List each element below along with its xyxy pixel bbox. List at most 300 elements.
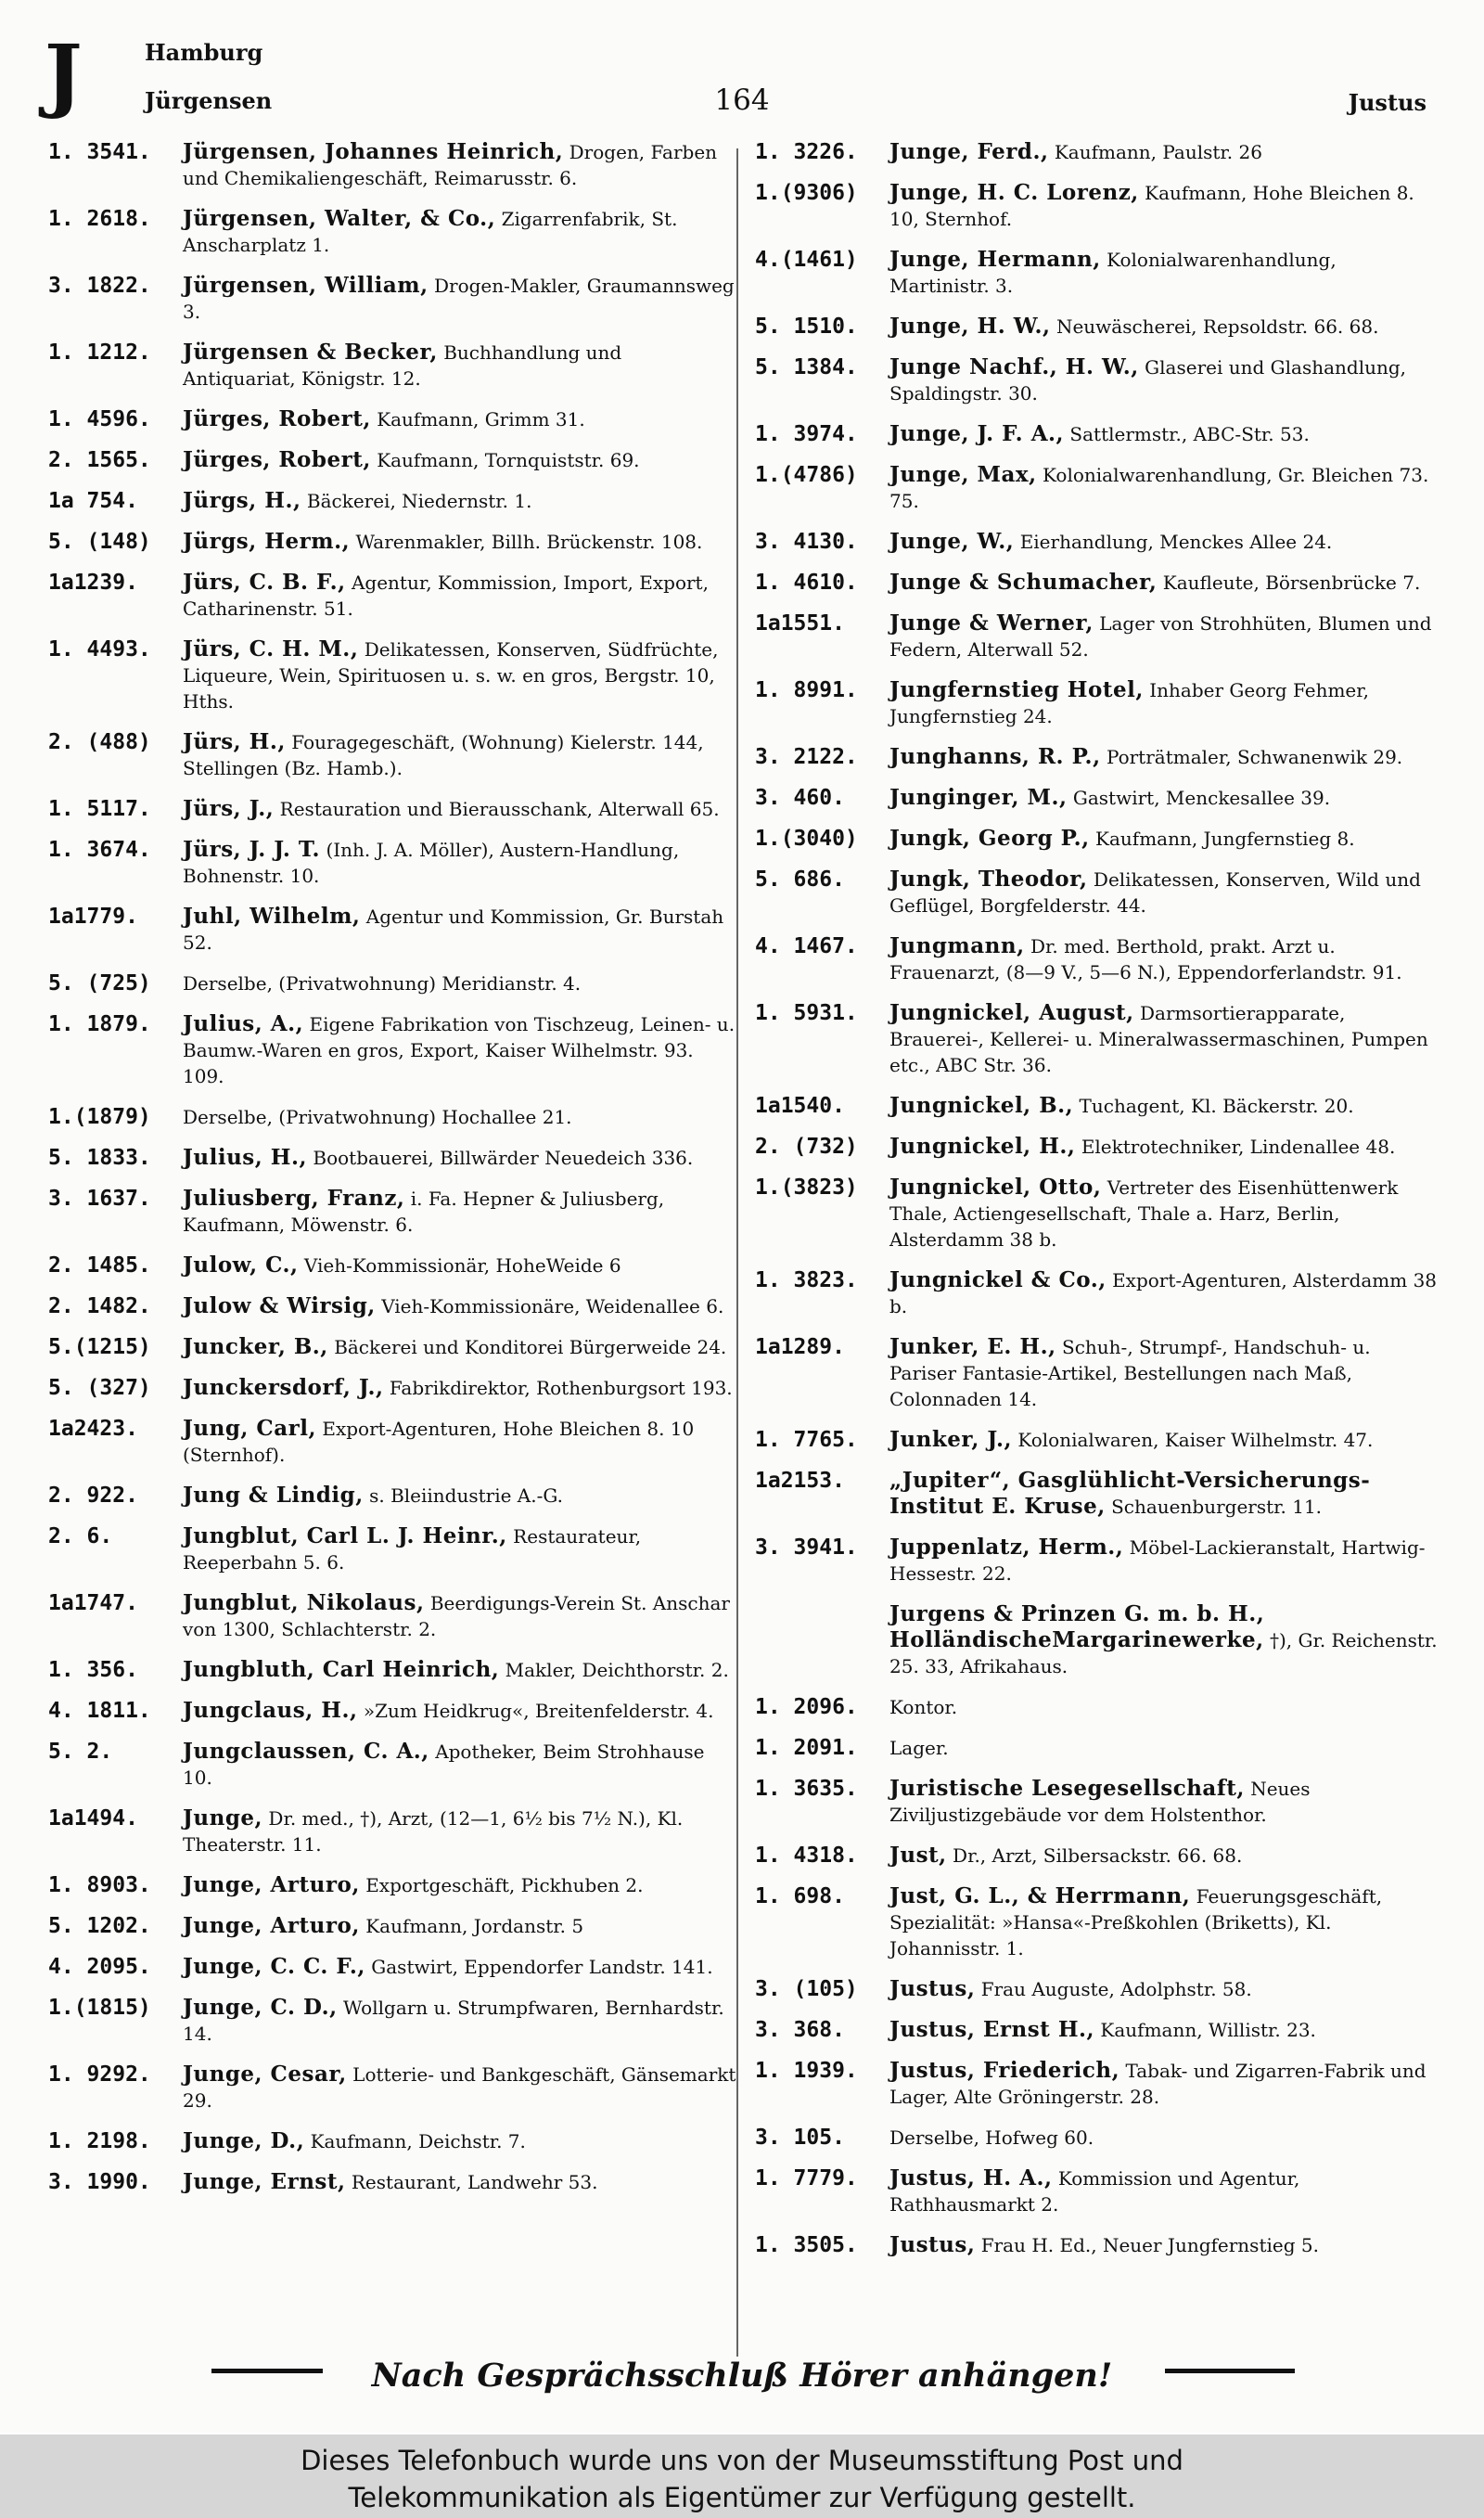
phone-number: 1. 3226. [755, 140, 858, 164]
entry-details: Restauration und Bierausschank, Alterwall 65. [279, 798, 720, 820]
entry-name: Junge & Schumacher, [889, 570, 1158, 595]
entry-details: Darmsortierapparate, Brauerei-, Kellerei- u. Mineralwassermaschinen, Pumpen etc., ABC Str. 36. [889, 1002, 1428, 1076]
directory-entry [48, 570, 738, 622]
phone-number: 1. 2091. [755, 1736, 858, 1760]
entry-details: Frau Auguste, Adolphstr. 58. [980, 1978, 1252, 2000]
entry-details: Derselbe, (Privatwohnung) Meridianstr. 4. [183, 972, 582, 995]
entry-details: Eierhandlung, Menckes Allee 24. [1019, 531, 1333, 553]
directory-entry [755, 826, 1438, 852]
directory-entry [755, 1976, 1438, 2002]
entry-text [889, 529, 1438, 555]
entry-name: Julius, A., [183, 1011, 304, 1036]
entry-name: Jungblut, Carl L. J. Heinr., [183, 1523, 507, 1548]
entry-name: Jungfernstieg Hotel, [889, 677, 1144, 702]
phone-number: 1. 8991. [755, 678, 858, 702]
phone-number: 2. (488) [48, 730, 151, 754]
footer-rule-right [1165, 2369, 1295, 2373]
phone-number: 1. 1212. [48, 340, 151, 365]
entry-text [889, 247, 1438, 299]
phone-number: 3. 4130. [755, 530, 858, 554]
entry-name: Jungmann, [889, 933, 1025, 958]
directory-entry [48, 1913, 738, 1939]
entry-name: „Jupiter“, Gasglühlicht-Versicherungs-Institut E. Kruse, [889, 1468, 1371, 1519]
entry-details: Drogen, Farben und Chemikaliengeschäft, Reimarusstr. 6. [183, 141, 718, 189]
entry-name: Jürgensen, Walter, & Co., [183, 206, 496, 231]
entry-details: Export-Agenturen, Alsterdamm 38 b. [889, 1269, 1438, 1317]
entry-text [889, 354, 1438, 406]
phone-number: 1. 5117. [48, 797, 151, 821]
entry-text [183, 1739, 738, 1791]
entry-details: s. Bleiindustrie A.-G. [369, 1484, 563, 1507]
phone-number: 3. (105) [755, 1977, 858, 2001]
entry-text [889, 1334, 1438, 1412]
entry-details: Restaurateur, Reeperbahn 5. 6. [183, 1525, 642, 1574]
entry-details: Zigarrenfabrik, St. Anscharplatz 1. [183, 208, 678, 256]
phone-number: 1. 2096. [755, 1695, 858, 1719]
phone-number: 5. (725) [48, 971, 151, 996]
entry-text [889, 2017, 1438, 2043]
entry-details: Buchhandlung und Antiquariat, Königstr. 12. [183, 341, 622, 390]
phone-number: 1. 2618. [48, 207, 151, 231]
entry-name: Jürges, Robert, [183, 406, 371, 431]
entry-name: Jungbluth, Carl Heinrich, [183, 1657, 500, 1682]
phone-number: 5. (327) [48, 1376, 151, 1400]
entry-details: Kaufmann, Willistr. 23. [1100, 2019, 1316, 2041]
entry-name: Junge Nachf., H. W., [889, 354, 1139, 379]
phone-number: 3. 105. [755, 2126, 845, 2150]
entry-name: Julow & Wirsig, [183, 1293, 376, 1318]
directory-entry [48, 529, 738, 555]
entry-text [889, 180, 1438, 232]
entry-name: Jungclaus, H., [183, 1698, 358, 1723]
phone-number: 1. 3823. [755, 1268, 858, 1292]
header-last-entry: Justus [1348, 89, 1426, 116]
phone-number: 4.(1461) [755, 248, 858, 272]
entry-details: Fabrikdirektor, Rothenburgsort 193. [389, 1377, 733, 1399]
entry-text [889, 462, 1438, 514]
directory-entry [755, 1776, 1438, 1828]
entry-details: Lotterie- und Bankgeschäft, Gänsemarkt 29. [183, 2063, 736, 2112]
directory-entry [755, 1735, 1438, 1761]
entry-name: Junge, Arturo, [183, 1872, 360, 1897]
entry-text [183, 837, 738, 889]
entry-text [889, 1883, 1438, 1961]
phone-number: 3. 460. [755, 786, 845, 810]
entry-text [183, 1416, 738, 1468]
entry-details: Glaserei und Glashandlung, Spaldingstr. 30. [889, 356, 1407, 405]
directory-entry [48, 729, 738, 781]
entry-details: Kaufmann, Deichstr. 7. [310, 2130, 526, 2152]
entry-text [183, 796, 738, 822]
entry-text [183, 729, 738, 781]
entry-name: Julow, C., [183, 1253, 299, 1278]
entry-text [183, 904, 738, 956]
entry-name: Junginger, M., [889, 785, 1068, 810]
phone-number: 1. 4318. [755, 1844, 858, 1868]
phone-number: 3. 2122. [755, 745, 858, 769]
entry-details: Vieh-Kommissionäre, Weidenallee 6. [381, 1295, 724, 1317]
entry-details: Schuh-, Strumpf-, Handschuh- u. Pariser Fantasie-Artikel, Bestellungen nach Maß, Colonnaden 14. [889, 1336, 1371, 1410]
directory-entry [755, 1601, 1438, 1679]
entry-text [889, 2058, 1438, 2110]
entry-details: †), Gr. Reichenstr. 25. 33, Afrikahaus. [889, 1629, 1438, 1677]
entry-details: Porträtmaler, Schwanenwik 29. [1106, 746, 1403, 768]
entry-name: Jurgens & Prinzen G. m. b. H., HolländischeMargarinewerke, [889, 1601, 1265, 1652]
phone-number: 1. 3505. [755, 2233, 858, 2257]
entry-name: Junge, Ernst, [183, 2169, 346, 2194]
entry-text [889, 1427, 1438, 1453]
phone-number: 5. (148) [48, 530, 151, 554]
entry-name: Jungnickel, H., [889, 1134, 1076, 1159]
entry-details: Feuerungsgeschäft, Spezialität: »Hansa«-Preßkohlen (Briketts), Kl. Johannisstr. 1. [889, 1885, 1383, 1959]
directory-entry [48, 1523, 738, 1575]
entry-text [183, 1913, 738, 1939]
phone-number: 1. 3635. [755, 1777, 858, 1801]
phone-number: 3. 1990. [48, 2170, 151, 2194]
caption-line-1: Dieses Telefonbuch wurde uns von der Museumsstiftung Post und [301, 2445, 1183, 2476]
directory-entry [48, 273, 738, 325]
entry-details: Kaufmann, Grimm 31. [377, 408, 585, 430]
phone-number: 5. 2. [48, 1740, 113, 1764]
entry-name: Jungclaussen, C. A., [183, 1739, 429, 1764]
directory-entry [48, 796, 738, 822]
entry-text [183, 1805, 738, 1857]
entry-text [889, 2165, 1438, 2217]
phone-number: 1a1540. [755, 1094, 845, 1118]
phone-number: 1. 1879. [48, 1012, 151, 1036]
directory-entry [755, 462, 1438, 514]
entry-text [889, 1843, 1438, 1869]
header-first-entry: Jürgensen [145, 87, 273, 114]
entry-details: Fouragegeschäft, (Wohnung) Kielerstr. 144, Stellingen (Bz. Hamb.). [183, 731, 704, 779]
directory-entry [48, 340, 738, 392]
directory-entry [755, 867, 1438, 919]
copyright-caption [0, 2434, 1484, 2518]
entry-name: Jürs, J., [183, 796, 275, 821]
entry-name: Junker, J., [889, 1427, 1012, 1452]
phone-number: 1.(9306) [755, 181, 858, 205]
phone-number: 1.(4786) [755, 463, 858, 487]
entry-text [183, 1590, 738, 1642]
entry-details: Agentur und Kommission, Gr. Burstah 52. [183, 906, 724, 954]
phone-number: 1. 7765. [755, 1428, 858, 1452]
entry-name: Jürgs, Herm., [183, 529, 351, 554]
header-range [145, 37, 272, 134]
entry-details: Bäckerei und Konditorei Bürgerweide 24. [334, 1336, 727, 1358]
phone-number: 1. 1939. [755, 2059, 858, 2083]
entry-details: i. Fa. Hepner & Juliusberg, Kaufmann, Möwenstr. 6. [183, 1188, 665, 1236]
entry-name: Just, [889, 1843, 947, 1868]
entry-name: Jürgensen, Johannes Heinrich, [183, 139, 564, 164]
entry-text [889, 1468, 1438, 1520]
entry-text [889, 1093, 1438, 1119]
directory-entry [48, 1739, 738, 1791]
entry-name: Juhl, Wilhelm, [183, 904, 361, 929]
directory-entry [48, 1011, 738, 1089]
entry-text [183, 447, 738, 473]
phone-number: 1a1289. [755, 1335, 845, 1359]
entry-name: Junge & Werner, [889, 610, 1094, 636]
entry-text [889, 1535, 1438, 1587]
entry-text [889, 744, 1438, 770]
phone-number: 1. 2198. [48, 2129, 151, 2153]
entry-name: Juristische Lesegesellschaft, [889, 1776, 1245, 1801]
directory-entry [755, 2125, 1438, 2151]
directory-entry [48, 406, 738, 432]
entry-details: Delikatessen, Konserven, Wild und Geflügel, Borgfelderstr. 44. [889, 868, 1421, 917]
phone-number: 4. 1811. [48, 1699, 151, 1723]
directory-entry [755, 2165, 1438, 2217]
directory-entry [48, 904, 738, 956]
phone-number: 1. 4493. [48, 637, 151, 662]
entry-details: Möbel-Lackieranstalt, Hartwig-Hessestr. 22. [889, 1536, 1426, 1585]
directory-entry [755, 610, 1438, 662]
directory-entry [48, 1145, 738, 1171]
entry-name: Jungblut, Nikolaus, [183, 1590, 425, 1615]
entry-name: Jürges, Robert, [183, 447, 371, 472]
directory-entry [48, 1483, 738, 1509]
entry-text [889, 2232, 1438, 2258]
entry-name: Junge, Arturo, [183, 1913, 360, 1938]
entry-name: Jungnickel, August, [889, 1000, 1134, 1025]
entry-text [183, 1657, 738, 1683]
footer-rule-left [211, 2369, 323, 2373]
entry-details: Bäckerei, Niedernstr. 1. [306, 490, 532, 512]
entry-details: Kaufmann, Hohe Bleichen 8. 10, Sternhof. [889, 182, 1414, 230]
entry-details: Sattlermstr., ABC-Str. 53. [1069, 423, 1310, 445]
entry-text [889, 314, 1438, 340]
directory-entry [755, 1175, 1438, 1253]
phone-number: 1. 4610. [755, 571, 858, 595]
directory-entry [48, 1657, 738, 1683]
entry-text [183, 2062, 738, 2113]
entry-name: Junckersdorf, J., [183, 1375, 384, 1400]
directory-entry [48, 1805, 738, 1857]
entry-details: Frau H. Ed., Neuer Jungfernstieg 5. [980, 2234, 1319, 2256]
entry-details: Beerdigungs-Verein St. Anschar von 1300, Schlachterstr. 2. [183, 1592, 730, 1640]
entry-text [183, 1375, 738, 1401]
entry-text [183, 1293, 738, 1319]
entry-name: Jürgensen & Becker, [183, 340, 438, 365]
entry-text [889, 610, 1438, 662]
directory-entry [755, 1267, 1438, 1319]
phone-number: 5.(1215) [48, 1335, 151, 1359]
entry-text [183, 1253, 738, 1278]
directory-entry [48, 1872, 738, 1898]
entry-name: Jung & Lindig, [183, 1483, 364, 1508]
directory-entry [755, 1134, 1438, 1160]
directory-entry [48, 1590, 738, 1642]
directory-entry [48, 447, 738, 473]
phone-number: 2. (732) [755, 1135, 858, 1159]
directory-entry [48, 636, 738, 714]
entry-details: Dr. med. Berthold, prakt. Arzt u. Frauenarzt, (8—9 V., 5—6 N.), Eppendorferlandstr. 91. [889, 935, 1402, 983]
directory-entry [755, 1427, 1438, 1453]
entry-name: Jungnickel, B., [889, 1093, 1074, 1118]
entry-name: Jürs, J. J. T. [183, 837, 321, 862]
entry-text [889, 570, 1438, 596]
directory-entry [755, 247, 1438, 299]
phone-number: 1. 7779. [755, 2166, 858, 2190]
directory-entry [755, 1093, 1438, 1119]
directory-entry [755, 1883, 1438, 1961]
directory-entry [48, 2062, 738, 2113]
phone-number: 1. 4596. [48, 407, 151, 431]
entry-text [183, 273, 738, 325]
entry-name: Junge, D., [183, 2128, 305, 2153]
entry-details: Export-Agenturen, Hohe Bleichen 8. 10 (Sternhof). [183, 1418, 695, 1466]
directory-entry [755, 180, 1438, 232]
entry-details: Tabak- und Zigarren-Fabrik und Lager, Alte Gröningerstr. 28. [889, 2060, 1426, 2108]
entry-text [183, 1872, 738, 1898]
entry-text [889, 1976, 1438, 2002]
directory-entry [755, 1468, 1438, 1520]
entry-name: Justus, Friederich, [889, 2058, 1120, 2083]
entry-text [183, 570, 738, 622]
directory-entry [755, 1535, 1438, 1587]
entry-text [183, 1186, 738, 1238]
entry-details: Kaufmann, Jungfernstieg 8. [1095, 828, 1355, 850]
directory-entry [48, 1104, 738, 1130]
entry-details: Warenmakler, Billh. Brückenstr. 108. [355, 531, 703, 553]
phone-number: 1. 698. [755, 1884, 845, 1908]
phone-number: 2. 1485. [48, 1253, 151, 1278]
directory-entry [48, 1293, 738, 1319]
entry-details: Dr. med., †), Arzt, (12—1, 6½ bis 7½ N.), Kl. Theaterstr. 11. [183, 1807, 684, 1856]
entry-text [889, 1601, 1438, 1679]
directory-entry [48, 970, 738, 996]
entry-details: Inhaber Georg Fehmer, Jungfernstieg 24. [889, 679, 1369, 727]
entry-name: Jürs, H., [183, 729, 286, 754]
phone-number: 1a 754. [48, 489, 138, 513]
phone-number: 5. 1384. [755, 355, 858, 379]
entry-text [889, 421, 1438, 447]
right-column [755, 139, 1438, 2273]
entry-name: Julius, H., [183, 1145, 308, 1170]
entry-name: Juncker, B., [183, 1334, 328, 1359]
entry-text [183, 206, 738, 258]
directory-entry [48, 2169, 738, 2195]
directory-entry [755, 1000, 1438, 1078]
entry-text [889, 785, 1438, 811]
entry-text [183, 970, 738, 996]
entry-details: Drogen-Makler, Graumannsweg 3. [183, 275, 735, 323]
phone-number: 2. 1565. [48, 448, 151, 472]
entry-text [183, 2169, 738, 2195]
directory-entry [755, 677, 1438, 729]
entry-text [183, 1011, 738, 1089]
entry-text [889, 1735, 1438, 1761]
directory-entry [755, 570, 1438, 596]
directory-entry [755, 1334, 1438, 1412]
phone-number: 1a1494. [48, 1806, 138, 1831]
entry-name: Junge, Max, [889, 462, 1037, 487]
entry-text [183, 488, 738, 514]
directory-entry [755, 314, 1438, 340]
entry-details: Gastwirt, Eppendorfer Landstr. 141. [371, 1956, 713, 1978]
phone-number: 4. 1467. [755, 934, 858, 958]
entry-details: Kolonialwarenhandlung, Martinistr. 3. [889, 249, 1337, 297]
entry-text [889, 867, 1438, 919]
directory-entry [48, 837, 738, 889]
entry-text [183, 139, 738, 191]
entry-text [889, 139, 1438, 165]
entry-text [889, 1694, 1438, 1720]
phone-number: 1. 3674. [48, 838, 151, 862]
directory-entry [755, 529, 1438, 555]
entry-text [183, 1698, 738, 1724]
entry-text [183, 1483, 738, 1509]
entry-text [183, 1104, 738, 1130]
entry-details: Lager von Strohhüten, Blumen und Federn, Alterwall 52. [889, 612, 1432, 661]
directory-entry [48, 1954, 738, 1980]
entry-name: Junge, [183, 1805, 263, 1831]
phone-number: 2. 1482. [48, 1294, 151, 1318]
directory-entry [755, 785, 1438, 811]
entry-details: Eigene Fabrikation von Tischzeug, Leinen- u. Baumw.-Waren en gros, Export, Kaiser Wilhelmstr. 93. 109. [183, 1013, 736, 1087]
entry-details: Delikatessen, Konserven, Südfrüchte, Liqueure, Wein, Spirituosen u. s. w. en gros, Bergstr. 10, Hths. [183, 638, 719, 713]
entry-name: Junge, W., [889, 529, 1015, 554]
entry-text [889, 1267, 1438, 1319]
entry-details: Dr., Arzt, Silbersackstr. 66. 68. [953, 1844, 1243, 1867]
entry-details: Kommission und Agentur, Rathhausmarkt 2. [889, 2167, 1300, 2216]
entry-name: Justus, H. A., [889, 2165, 1053, 2190]
entry-details: Kaufleute, Börsenbrücke 7. [1162, 572, 1421, 594]
entry-name: Junker, E. H., [889, 1334, 1056, 1359]
directory-entry [755, 354, 1438, 406]
entry-name: Jungnickel, Otto, [889, 1175, 1102, 1200]
entry-text [183, 636, 738, 714]
entry-details: Restaurant, Landwehr 53. [351, 2171, 598, 2193]
directory-entry [755, 421, 1438, 447]
directory-entry [48, 1186, 738, 1238]
directory-entry [48, 1253, 738, 1278]
entry-details: Elektrotechniker, Lindenallee 48. [1081, 1136, 1396, 1158]
caption-line-2: Telekommunikation als Eigentümer zur Verfügung gestellt. [348, 2482, 1136, 2513]
entry-text [889, 1134, 1438, 1160]
phone-number: 1. 5931. [755, 1001, 858, 1025]
entry-details: Wollgarn u. Strumpfwaren, Bernhardstr. 14. [183, 1997, 724, 2045]
entry-details: Derselbe, Hofweg 60. [889, 2126, 1094, 2149]
phone-number: 1a1239. [48, 571, 138, 595]
entry-name: Junge, J. F. A., [889, 421, 1065, 446]
phone-number: 2. 922. [48, 1484, 138, 1508]
header-city: Hamburg [145, 39, 263, 66]
entry-name: Junge, C. D., [183, 1995, 338, 2020]
entry-details: Vertreter des Eisenhüttenwerk Thale, Actiengesellschaft, Thale a. Harz, Berlin, Alsterdamm 38 b. [889, 1176, 1399, 1251]
directory-entry [48, 1995, 738, 2047]
entry-name: Jürgensen, William, [183, 273, 429, 298]
entry-text [889, 1175, 1438, 1253]
footer-slogan: Nach Gesprächsschluß Hörer anhängen! [371, 2357, 1113, 2395]
phone-number: 1.(1879) [48, 1105, 151, 1129]
phone-number: 1. 3541. [48, 140, 151, 164]
entry-text [183, 1145, 738, 1171]
directory-entry [755, 2017, 1438, 2043]
entry-details: »Zum Heidkrug«, Breitenfelderstr. 4. [363, 1700, 714, 1722]
left-column [48, 139, 738, 2210]
page-number: 164 [714, 84, 770, 117]
entry-name: Jung, Carl, [183, 1416, 316, 1441]
entry-text [183, 2128, 738, 2154]
directory-entry [48, 2128, 738, 2154]
phone-number: 5. 1833. [48, 1146, 151, 1170]
entry-text [889, 677, 1438, 729]
entry-text [889, 1776, 1438, 1828]
phone-number: 1a1747. [48, 1591, 138, 1615]
directory-entry [755, 1694, 1438, 1720]
entry-name: Just, G. L., & Herrmann, [889, 1883, 1191, 1908]
